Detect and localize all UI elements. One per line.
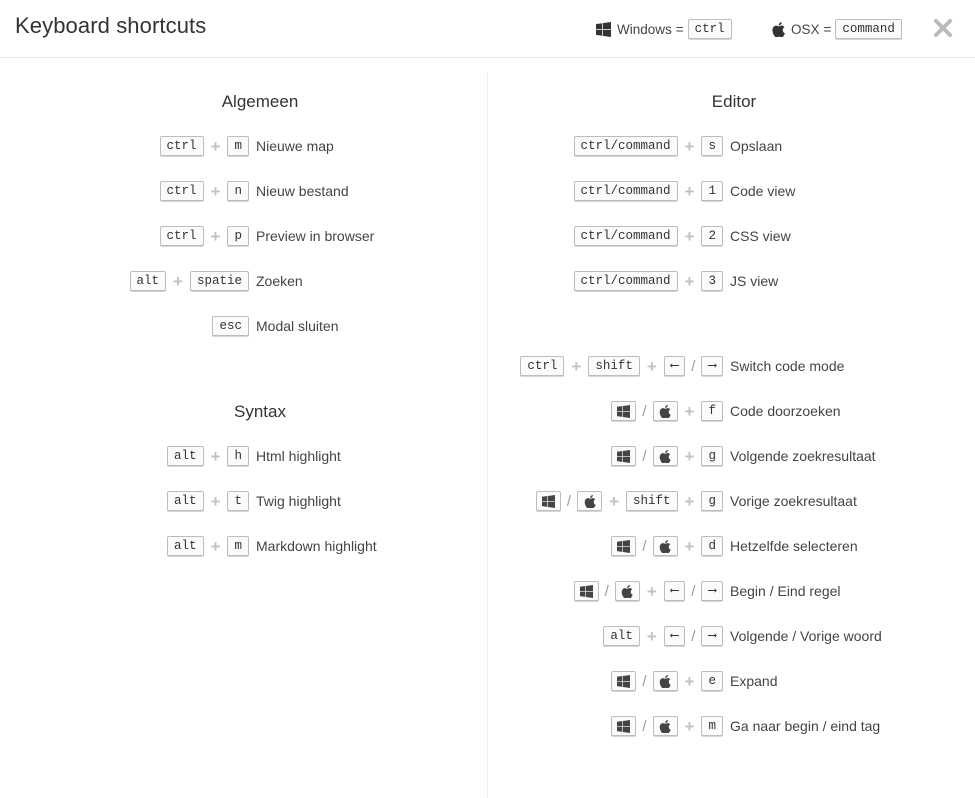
plus-separator: + <box>684 536 695 556</box>
shortcut-row <box>611 400 840 422</box>
section-title-editor: Editor <box>711 92 757 111</box>
key-s: s <box>701 136 723 156</box>
key-combo <box>574 581 723 601</box>
key-combo <box>167 536 249 556</box>
shortcut-label: Volgende zoekresultaat <box>730 448 876 464</box>
close-icon[interactable] <box>933 18 953 38</box>
plus-separator: + <box>684 491 695 511</box>
shortcut-label: Twig highlight <box>256 493 341 509</box>
shortcut-row <box>603 625 881 647</box>
shortcut-label: Zoeken <box>256 273 303 289</box>
key-ctrlcommand: ctrl/command <box>574 136 678 156</box>
key-alt: alt <box>167 446 204 466</box>
shortcut-label: Hetzelfde selecteren <box>730 538 858 554</box>
windows-icon <box>611 671 636 691</box>
shortcut-label: Expand <box>730 673 778 689</box>
slash-separator: / <box>642 717 647 735</box>
shortcut-row <box>167 445 341 467</box>
apple-icon <box>772 22 785 37</box>
shortcut-label: Code view <box>730 183 796 199</box>
shortcut-label: JS view <box>730 273 779 289</box>
slash-separator: / <box>604 582 609 600</box>
shortcut-row <box>611 670 777 692</box>
plus-separator: + <box>609 491 620 511</box>
key-combo <box>160 181 249 201</box>
key-2: 2 <box>701 226 723 246</box>
slash-separator: / <box>691 582 696 600</box>
key-combo <box>611 671 723 691</box>
key-g: g <box>701 491 723 511</box>
shortcut-row <box>611 445 875 467</box>
key-shift: shift <box>626 491 678 511</box>
section-title-syntax: Syntax <box>234 402 286 421</box>
shortcut-row <box>520 355 844 377</box>
shortcut-label: Volgende / Vorige woord <box>730 628 882 644</box>
equals-sign: = <box>823 21 832 37</box>
shortcut-row <box>160 135 334 157</box>
plus-separator: + <box>684 271 695 291</box>
shortcut-label: Vorige zoekresultaat <box>730 493 857 509</box>
shortcut-label: Html highlight <box>256 448 341 464</box>
key-ctrlcommand: ctrl/command <box>574 271 678 291</box>
apple-icon <box>653 446 678 466</box>
key-ctrlcommand: ctrl/command <box>574 226 678 246</box>
key-spatie: spatie <box>190 271 249 291</box>
plus-separator: + <box>571 356 582 376</box>
modal-header <box>0 0 975 58</box>
plus-separator: + <box>210 181 221 201</box>
key-combo <box>520 356 723 376</box>
key-p: p <box>227 226 249 246</box>
apple-icon <box>615 581 640 601</box>
osx-key: command <box>835 19 902 39</box>
key-esc: esc <box>212 316 249 336</box>
key-combo <box>536 491 723 511</box>
section-title-algemeen: Algemeen <box>221 92 299 111</box>
windows-icon <box>611 536 636 556</box>
plus-separator: + <box>684 181 695 201</box>
key-combo <box>611 536 723 556</box>
key-h: h <box>227 446 249 466</box>
equals-sign: = <box>675 21 684 37</box>
shortcut-row <box>574 580 841 602</box>
key-3: 3 <box>701 271 723 291</box>
shortcut-label: Nieuwe map <box>256 138 334 154</box>
key-g: g <box>701 446 723 466</box>
shortcut-row <box>611 535 857 557</box>
plus-separator: + <box>646 356 657 376</box>
key-n: n <box>227 181 249 201</box>
arrow-right-key: ⟶ <box>701 356 723 376</box>
key-combo <box>611 401 723 421</box>
slash-separator: / <box>691 357 696 375</box>
apple-icon <box>577 491 602 511</box>
key-t: t <box>227 491 249 511</box>
key-combo <box>130 271 249 291</box>
plus-separator: + <box>684 671 695 691</box>
arrow-left-key: ⟵ <box>664 356 686 376</box>
plus-separator: + <box>684 401 695 421</box>
shortcut-label: Preview in browser <box>256 228 375 244</box>
key-combo <box>167 446 249 466</box>
windows-icon <box>574 581 599 601</box>
shortcut-row <box>212 315 338 337</box>
key-combo <box>160 226 249 246</box>
windows-icon <box>611 446 636 466</box>
shortcut-label: Begin / Eind regel <box>730 583 841 599</box>
key-combo <box>603 626 723 646</box>
shortcut-label: Modal sluiten <box>256 318 339 334</box>
osx-legend <box>772 18 902 40</box>
key-shift: shift <box>588 356 640 376</box>
shortcut-row <box>611 715 880 737</box>
key-1: 1 <box>701 181 723 201</box>
plus-separator: + <box>210 536 221 556</box>
apple-icon <box>653 716 678 736</box>
arrow-right-key: ⟶ <box>701 581 723 601</box>
apple-icon <box>653 536 678 556</box>
key-alt: alt <box>167 491 204 511</box>
key-combo <box>611 716 723 736</box>
apple-icon <box>653 671 678 691</box>
plus-separator: + <box>684 226 695 246</box>
plus-separator: + <box>684 136 695 156</box>
modal-title: Keyboard shortcuts <box>15 13 207 38</box>
windows-label: Windows <box>617 21 672 37</box>
shortcut-row <box>536 490 857 512</box>
key-m: m <box>227 536 249 556</box>
windows-legend <box>596 18 732 40</box>
plus-separator: + <box>210 226 221 246</box>
plus-separator: + <box>210 446 221 466</box>
shortcut-label: Switch code mode <box>730 358 845 374</box>
shortcut-row <box>160 225 375 247</box>
arrow-left-key: ⟵ <box>664 626 686 646</box>
shortcut-label: Nieuw bestand <box>256 183 349 199</box>
key-combo <box>212 316 249 336</box>
shortcut-row <box>160 180 349 202</box>
slash-separator: / <box>642 537 647 555</box>
slash-separator: / <box>566 492 572 510</box>
windows-icon <box>611 401 636 421</box>
windows-key: ctrl <box>688 19 732 39</box>
plus-separator: + <box>684 446 695 466</box>
shortcut-row <box>167 535 377 557</box>
apple-icon <box>653 401 678 421</box>
shortcut-label: CSS view <box>730 228 791 244</box>
plus-separator: + <box>684 716 695 736</box>
key-combo <box>160 136 249 156</box>
plus-separator: + <box>173 271 183 291</box>
key-combo <box>574 226 723 246</box>
key-ctrl: ctrl <box>160 226 204 246</box>
shortcut-row <box>574 270 779 292</box>
key-m: m <box>701 716 723 736</box>
slash-separator: / <box>691 627 696 645</box>
shortcut-row <box>574 135 783 157</box>
shortcut-label: Opslaan <box>730 138 783 154</box>
key-combo <box>611 446 723 466</box>
key-e: e <box>701 671 723 691</box>
key-m: m <box>227 136 249 156</box>
arrow-right-key: ⟶ <box>701 626 723 646</box>
key-d: d <box>701 536 723 556</box>
key-f: f <box>701 401 723 421</box>
slash-separator: / <box>642 447 647 465</box>
windows-icon <box>536 491 561 511</box>
key-ctrlcommand: ctrl/command <box>574 181 678 201</box>
shortcut-label: Ga naar begin / eind tag <box>730 718 881 734</box>
key-alt: alt <box>130 271 167 291</box>
key-combo <box>574 136 723 156</box>
shortcut-label: Markdown highlight <box>256 538 377 554</box>
key-ctrl: ctrl <box>160 136 204 156</box>
osx-label: OSX <box>791 21 820 37</box>
shortcut-label: Code doorzoeken <box>730 403 841 419</box>
shortcut-row <box>574 180 796 202</box>
slash-separator: / <box>642 672 647 690</box>
key-alt: alt <box>603 626 640 646</box>
key-alt: alt <box>167 536 204 556</box>
plus-separator: + <box>646 581 657 601</box>
key-combo <box>167 491 249 511</box>
windows-icon <box>596 22 611 37</box>
slash-separator: / <box>642 402 647 420</box>
arrow-left-key: ⟵ <box>664 581 686 601</box>
plus-separator: + <box>210 136 221 156</box>
key-combo <box>574 181 723 201</box>
shortcut-row <box>167 490 341 512</box>
key-ctrl: ctrl <box>160 181 204 201</box>
key-ctrl: ctrl <box>520 356 564 376</box>
windows-icon <box>611 716 636 736</box>
key-combo <box>574 271 723 291</box>
shortcut-row <box>130 270 303 292</box>
plus-separator: + <box>210 491 221 511</box>
shortcut-row <box>574 225 791 247</box>
plus-separator: + <box>646 626 657 646</box>
